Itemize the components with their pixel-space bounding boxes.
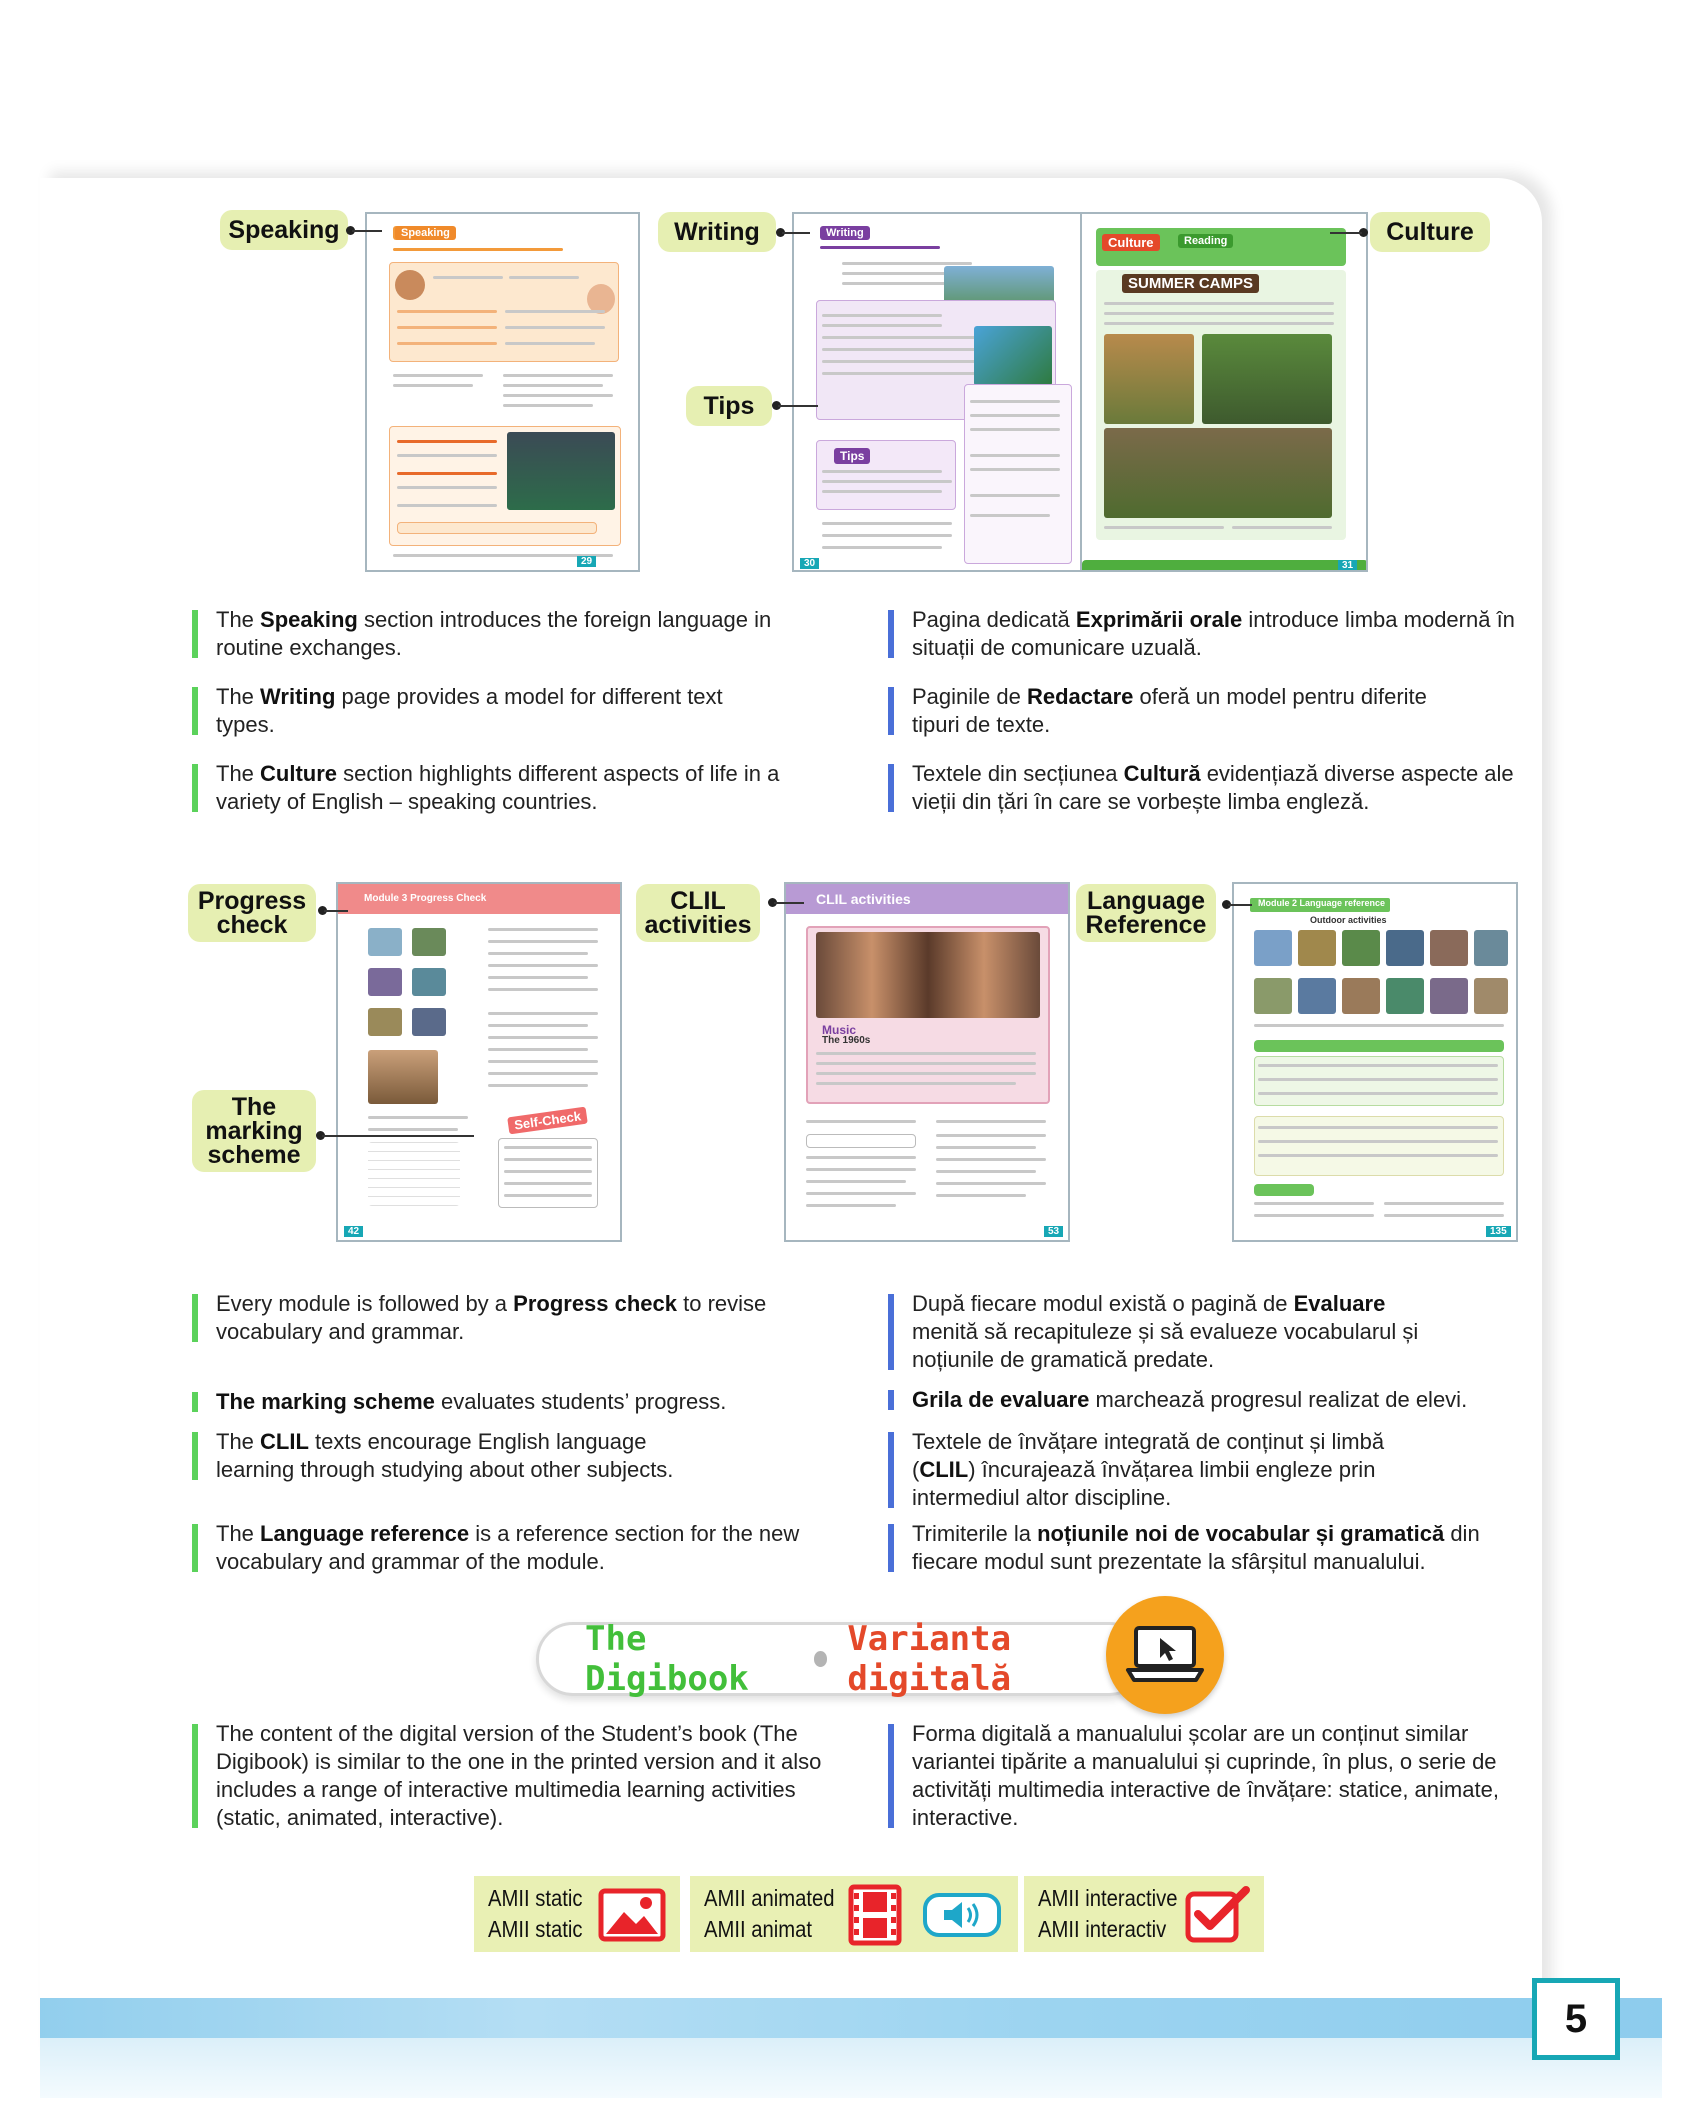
amii-static-badge — [474, 1876, 680, 1952]
tips-callout: Tips — [686, 386, 772, 426]
amii-interactive-ro: AMII interactiv — [1038, 1916, 1167, 1942]
self-check-stamp: Self-Check — [507, 1107, 588, 1135]
progress-check-callout: Progress check — [188, 884, 316, 942]
page-number: 42 — [344, 1226, 363, 1237]
speaking-tab: Speaking — [395, 226, 456, 240]
amii-animated-en: AMII animated — [704, 1885, 835, 1911]
culture-callout: Culture — [1370, 212, 1490, 252]
clil-title: CLIL activities — [816, 891, 911, 907]
progress-description-en: Every module is followed by a Progress check to revise vocabulary and grammar. — [192, 1290, 832, 1346]
marking-description-ro: Grila de evaluare marchează progresul realizat de elevi. — [888, 1386, 1528, 1414]
amii-animated-ro: AMII animat — [704, 1916, 812, 1942]
writing-description-en: The Writing page provides a model for different text types. — [192, 683, 752, 739]
language-reference-thumbnail — [1232, 882, 1518, 1242]
progress-check-thumbnail — [336, 882, 622, 1242]
culture-description-en: The Culture section highlights different aspects of life in a variety of English – speaking countries. — [192, 760, 832, 816]
writing-callout: Writing — [658, 212, 776, 252]
amii-static-en: AMII static — [488, 1885, 583, 1911]
language-reference-callout: Language Reference — [1076, 884, 1216, 942]
digibook-title-en: The Digibook — [585, 1619, 749, 1699]
progress-check-title: Module 3 Progress Check — [364, 893, 487, 904]
marking-description-en: The marking scheme evaluates students’ progress. — [192, 1388, 832, 1416]
image-icon — [598, 1888, 666, 1942]
amii-interactive-badge — [1024, 1876, 1264, 1952]
digibook-description-ro: Forma digitală a manualului școlar are un conținut similar variantei tipărite a manualului și cuprinde, în plus, o serie de activități multimedia interactive de învățare: statice, animate, interactive. — [888, 1720, 1528, 1832]
langref-title: Module 2 Language reference — [1258, 898, 1386, 908]
writing-tab: Writing — [820, 226, 870, 240]
page-number: 29 — [577, 556, 596, 567]
footer-band — [40, 1998, 1662, 2038]
langref-section: Outdoor activities — [1310, 915, 1387, 925]
clil-subtitle: The 1960s — [822, 1035, 871, 1046]
marking-scheme-callout: The marking scheme — [192, 1090, 316, 1172]
film-icon — [848, 1884, 902, 1946]
clil-description-ro: Textele de învățare integrată de conținut și limbă (CLIL) încurajează învățarea limbii engleze prin intermediul altor discipline. — [888, 1428, 1448, 1512]
speaking-page-thumbnail — [365, 212, 640, 572]
reading-tab: Reading — [1178, 234, 1233, 248]
page-number: 135 — [1486, 1226, 1511, 1237]
separator-dot — [814, 1651, 828, 1667]
langref-description-ro: Trimiterile la noțiunile noi de vocabular și gramatică din fiecare modul sunt prezentate la sfârșitul manualului. — [888, 1520, 1528, 1576]
speaking-description-ro: Pagina dedicată Exprimării orale introduce limba modernă în situații de comunicare uzuală. — [888, 606, 1528, 662]
clil-subject: Music — [822, 1023, 857, 1037]
culture-description-ro: Textele din secțiunea Cultură evidențiază diverse aspecte ale vieții din țări în care se vorbește limba engleză. — [888, 760, 1528, 816]
writing-page-thumbnail — [792, 212, 1082, 572]
culture-page-thumbnail — [1082, 212, 1368, 572]
culture-title: Culture — [1102, 234, 1160, 251]
page-number: 53 — [1044, 1226, 1063, 1237]
page-number: 31 — [1338, 560, 1357, 571]
writing-tips-tab: Tips — [834, 448, 870, 464]
speaking-callout: Speaking — [220, 210, 348, 250]
speaker-icon — [922, 1892, 1002, 1938]
speaking-description-en: The Speaking section introduces the foreign language in routine exchanges. — [192, 606, 832, 662]
footer-band-light — [40, 2038, 1662, 2098]
page-number-box: 5 — [1532, 1978, 1620, 2060]
clil-callout: CLIL activities — [636, 884, 760, 942]
amii-interactive-en: AMII interactive — [1038, 1885, 1178, 1911]
clil-description-en: The CLIL texts encourage English language learning through studying about other subjects. — [192, 1428, 712, 1484]
digibook-banner — [536, 1619, 1146, 1699]
page-number: 30 — [800, 558, 819, 569]
progress-description-ro: După fiecare modul există o pagină de Evaluare menită să recapituleze și să evalueze vocabularul și noțiunile de gramatică predate. — [888, 1290, 1448, 1374]
summer-camps-banner: SUMMER CAMPS — [1122, 274, 1259, 293]
laptop-cursor-icon — [1106, 1596, 1224, 1714]
clil-thumbnail — [784, 882, 1070, 1242]
amii-animated-badge — [690, 1876, 1018, 1952]
langref-description-en: The Language reference is a reference section for the new vocabulary and grammar of the module. — [192, 1520, 812, 1576]
digibook-title-ro: Varianta digitală — [847, 1619, 1012, 1699]
writing-description-ro: Paginile de Redactare oferă un model pentru diferite tipuri de texte. — [888, 683, 1448, 739]
digibook-description-en: The content of the digital version of the Student’s book (The Digibook) is similar to the one in the printed version and it also includes a range of interactive multimedia learning activities (static, animated, interactive). — [192, 1720, 852, 1832]
checkbox-icon — [1184, 1884, 1252, 1944]
amii-static-ro: AMII static — [488, 1916, 583, 1942]
